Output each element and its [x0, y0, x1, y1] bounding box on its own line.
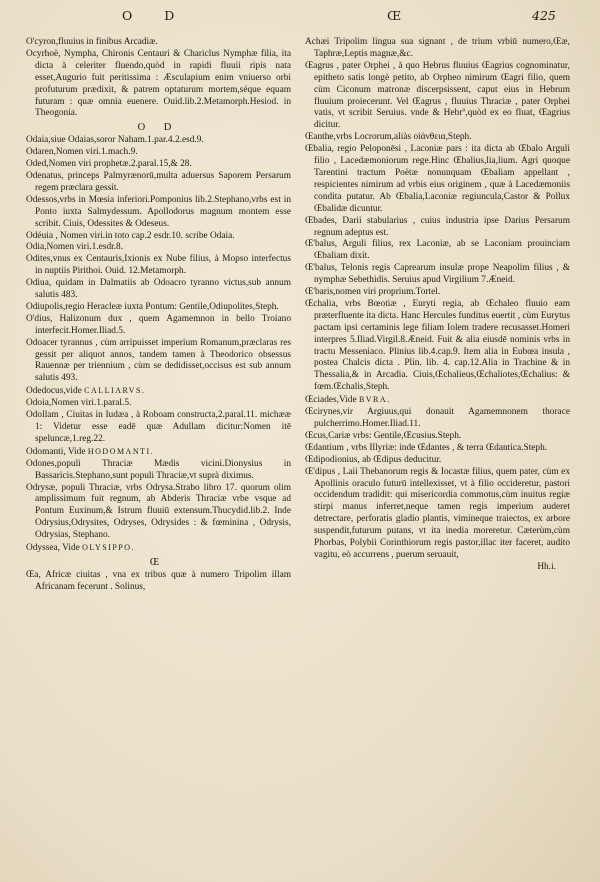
dictionary-entry: Œ'dipus , Laii Thebanorum regis & Iocastæ filius, quem pater, cùm ex Apollinis oraculo futurū intellexisset, vt à filio occideretur, pastori occidendum tradidit: qui misericordia commotus,cùm inuitus regiæ stirpi manus inferret,neque tamen regis imperium auderet detrectare, perforatis gladio plantis, vimíneque traiectos, ex arbore suspendit,futurum putans, vt ita inedia moreretur. Cæterùm,cùm Phorbas, Polybii Corinthiorum regis pastor,illac iter faceret, audito vagitu, eò accurrens , puerum seruauit, [305, 466, 570, 560]
header-middle: Œ [387, 8, 402, 23]
dictionary-entry: Œagrus , pater Orphei , à quo Hebrus fluuius Œagrius cognominatur, epitheto satis longè petito, ab Orpheo nimirum Œagri filio, quem cùm Ciconum matronæ discerpsissent, caput eius in Hebrum fluuium proiecerunt. Vel Œagrus , fluuius Thraciæ , pater Orphei vatis, vt scribit Seruius. vnde & Hebrº,quòd ex eo fluat, Œagrius dicitur. [305, 60, 570, 131]
dictionary-entry: Œcus,Cariæ vrbs: Gentile,Œcusius.Steph. [305, 430, 462, 441]
dictionary-entry: Odites,vnus ex Centauris,Ixionis ex Nube filius, à Mopso interfectus in nuptiis Pirithoi. Ouid. 12.Metamorph. [26, 254, 291, 277]
dictionary-entry: Œ'balus, Telonis regis Caprearum insulæ prope Neapolim filius , & nymphæ Sebethidis. Seruius apud Virgilium 7.Æneid. [305, 263, 570, 286]
dictionary-entry: Odollam , Ciuitas in Iudæa , à Roboam constructa,2.paral.11. michææ 1: Videtur esse eadē quæ Adullam dicitur:Nomen itē speluncæ,1.reg.22. [26, 410, 291, 444]
cross-reference: HODOMANTI. [87, 446, 155, 456]
dictionary-entry: Odoia,Nomen viri.1.paral.5. [26, 398, 132, 409]
left-column [26, 37, 291, 594]
dictionary-entry [26, 542, 291, 555]
dictionary-entry: Odiupolis,regio Heracleæ iuxta Pontum: Gentile,Odiupolites,Steph. [26, 301, 279, 312]
dictionary-entry: Œcirynes,vir Argiuus,qui donauit Agamemnonem thorace pulcherrimo.Homer.Iliad.11. [305, 407, 570, 429]
dictionary-entry: Œdantium , vrbs Illyriæ: inde Œdantes , & terra Œdantica.Steph. [305, 442, 548, 453]
dictionary-entry: Œ'baris,nomen viri proprium.Tortel. [305, 287, 441, 298]
section-heading-oe: Œ [149, 556, 168, 568]
dictionary-entry: Odrysæ, populi Thraciæ, vrbs Odrysa.Strabo libro 17. quorum olim amplissimum fuit regnum, ab Abderis Thraciæ vrbe vsque ad Pontum Euxinum,& Istrum fluuiū extensum.Thucydid.lib.2. Inde Odrysius,Odrysites, Odryses, Odrysides : & fœminina , Odrysis, Odrysias, Stephano. [26, 482, 291, 541]
dictionary-entry: Odones,populi Thraciæ Mædis vicini.Dionysius in Bassaricis.Stephano,sunt populi Thraciæ,vt suprà diximus. [26, 458, 291, 481]
dictionary-entry: Œbalia, regio Peloponēsi , Laconiæ pars : ita dicta ab Œbalo Arguli filio , Lacedæmoniorum rege.Hinc Œbalius,lia,lium. Agri quoque Tarentini tractum Poëtæ nonunquam Œbaliam appellant , respicientes nimirum ad vrbis eius originem , quæ à Lacedæmoniis condita putatur. Ab Œbalia,Laconiæ regiuncula,Castor & Pollux Œbalidæ dicuntur. [305, 144, 570, 214]
dictionary-entry: Odiua, quidam in Dalmatiis ab Odoacro tyranno victus,sub annum salutis 483. [26, 278, 291, 301]
dictionary-entry: Œanthe,vrbs Locrorum,aliàs οἰάνθεια,Steph. [305, 132, 472, 143]
section-heading-od: O D [137, 122, 180, 134]
dictionary-entry [26, 385, 291, 398]
entry-text: Odedocus,vide [26, 386, 82, 397]
dictionary-entry: Odaren,Nomen viri.1.mach.9. [26, 147, 138, 158]
entry-text: Odomanti, Vide [26, 446, 86, 457]
cross-reference: CALLIARVS. [84, 386, 146, 396]
dictionary-entry: Odessos,vrbs in Mœsia inferiori.Pomponius lib.2.Stephano,vrbs est in Ponto iuxta Salmydessum. Apollodorus magnum montem esse scribit. Ciuis, Odessites & Odeseus. [26, 194, 291, 229]
cross-reference: BVRA. [358, 395, 391, 405]
dictionary-entry: Odia,Nomen viri.1.esdr.8. [26, 242, 124, 253]
dictionary-entry: O'dius, Halizonum dux , quem Agamemnon in bello Troiano interfecit.Homer.Iliad.5. [26, 313, 291, 336]
dictionary-entry: Œ'balus, Arguli filius, rex Laconiæ, ab se Laconiam prouinciam Œbaliam dixit. [305, 239, 570, 262]
dictionary-entry: Odoacer tyrannus , cùm arripuisset imperium Romanum,præclaras res gessit per aliquot annos, tandem tamen à Theodorico obsessus Rauennæ per triennium , cùm se dedidisset,occisus est sub annum salutis 493. [26, 337, 291, 384]
dictionary-entry: Odaia,siue Odaias,soror Naham.1.par.4.2.esd.9. [26, 135, 204, 146]
dictionary-entry: Odéuia , Nomen viri.in toto cap.2 esdr.10. scribe Odaia. [26, 230, 235, 241]
dictionary-entry: Œdipodionius, ab Œdipus deducitur. [305, 454, 442, 465]
page-number: 425 [532, 8, 556, 23]
dictionary-entry [305, 394, 570, 407]
catchword: Hh.i. [537, 561, 556, 572]
dictionary-entry: Oded,Nomen viri prophetæ.2.paral.15,& 28. [26, 159, 192, 170]
running-header [0, 8, 600, 32]
dictionary-entry: Œa, Africæ ciuitas , vna ex tribus quæ à numero Tripolim illam Africanam fecerunt . Solinus, [26, 569, 291, 592]
dictionary-entry: Achæi Tripolim lingua sua signant , de trium vrbiū numero,Œæ, Taphræ,Leptis magnæ,&c. [305, 37, 570, 59]
dictionary-entry: Ocyrhoë, Nympha, Chironis Centauri & Chariclus Nymphæ filia, ita dicta à celeriter fluendo,quòd in rapidi fluuii ripis nata esset,Augurio fuit peritissima : Æsculapium enim vniuerso orbi profuturum prædixit, & patrem optaturum mortem,séque equam futuram : quæ omnia euenere. Ouid.lib.2.Metamorph.Hesiod. in Theogonia. [26, 48, 291, 119]
dictionary-entry: Œchalia, vrbs Bœotiæ , Euryti regia, ab Œchaleo fluuio eam præterfluente ita dicta. Hanc Hercules funditus euertit , cùm Eurytus pactam ipsi certaminis lege filiam Iolem tradere recusasset.Homeri interpres 5.Iliad.Virgil.8.Æneid. Fuit & alia eiusdē nominis vrbs in tractu Messeniaco. Plinius lib.4.cap.9. Item alia in Eubœa insula , postea Chalcis dicta . Plin. lib. 4. cap.12.Alia in Trachine & in Thessalia,& in Arcadia. Ciuis,Œchalieus,Œchaliotes,Œchalius: & fœm.Œchalis,Steph. [305, 298, 570, 393]
right-column [305, 37, 570, 574]
entry-text: Odyssea, Vide [26, 543, 80, 554]
entry-text: Œciades,Vide [305, 395, 357, 406]
dictionary-entry: O'cyron,fluuius in finibus Arcadiæ. [26, 37, 158, 47]
cross-reference: OLYSIPPO. [82, 543, 136, 553]
dictionary-entry [26, 446, 291, 459]
dictionary-entry: Œbades, Darii stabularius , cuius industria ipse Darius Persarum regnum adeptus est. [305, 215, 570, 238]
header-letters: O D [122, 8, 189, 23]
dictionary-entry: Odenatus, princeps Palmyrænorū,multa aduersus Saporem Persarum regem præclara gessit. [26, 170, 291, 193]
